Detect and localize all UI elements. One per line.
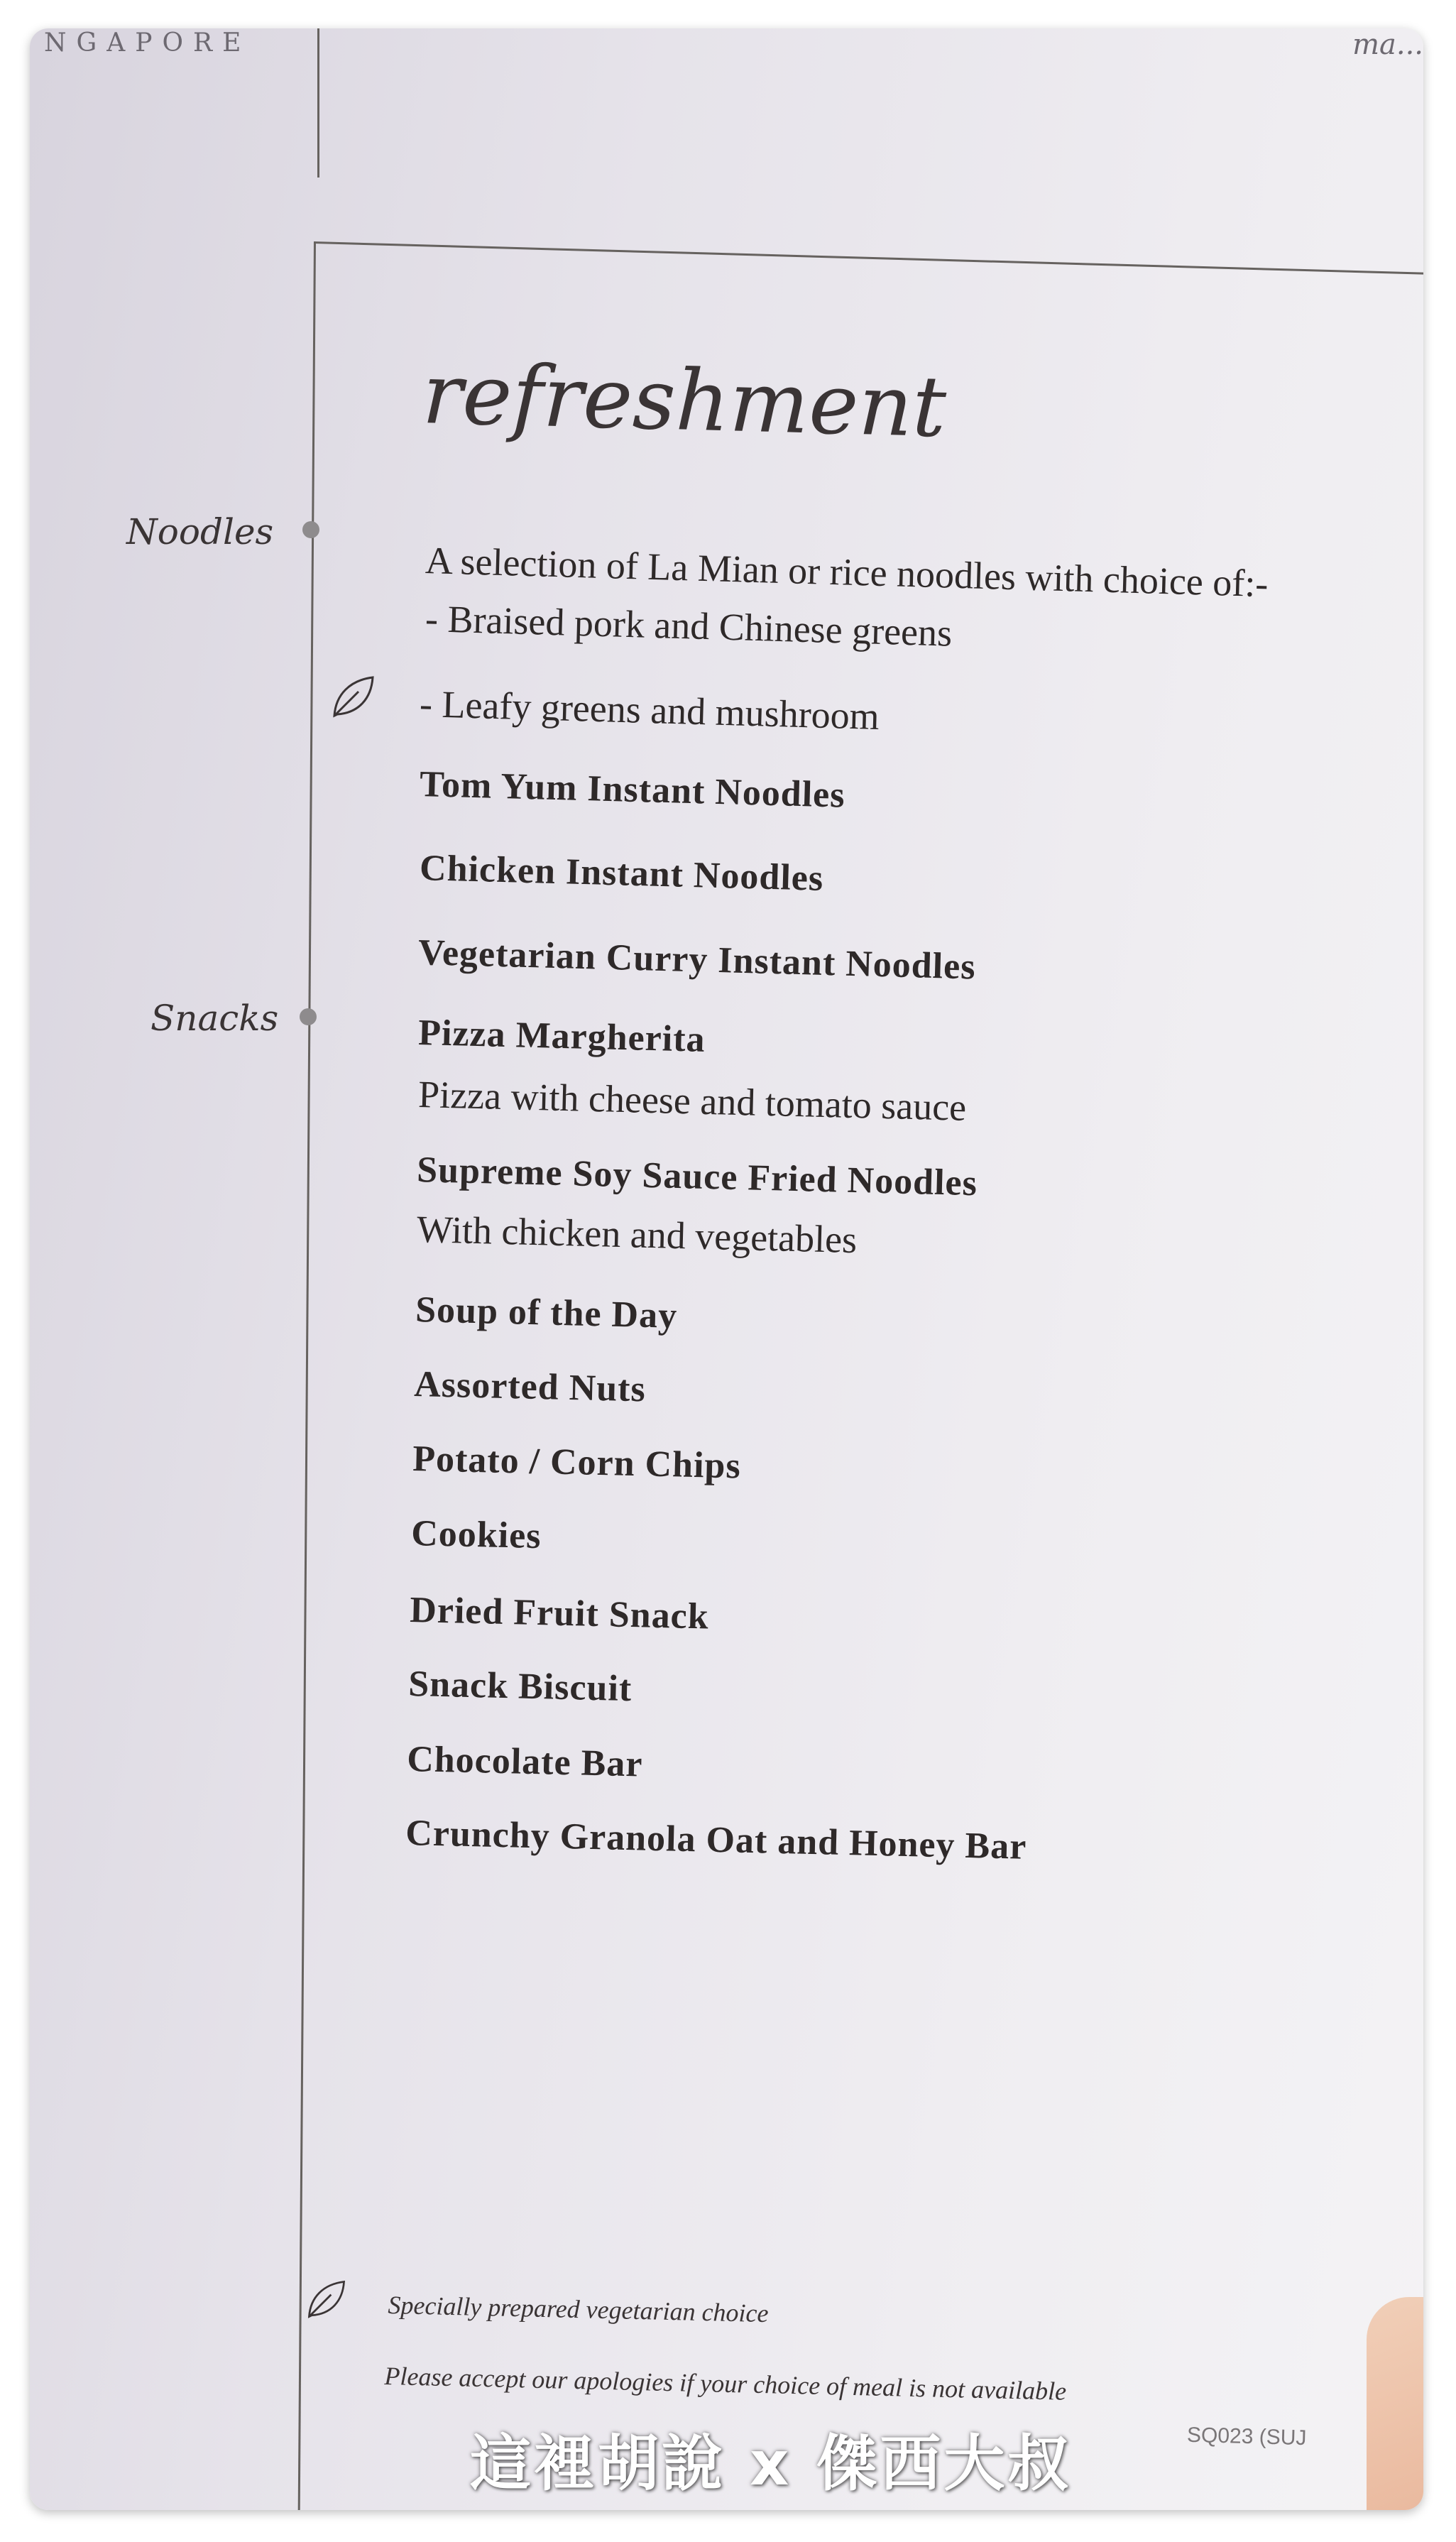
frame-left-rule [298,241,316,2510]
menu-item: Chicken Instant Noodles [419,847,824,899]
menu-photo [30,28,1423,2510]
menu-item: Soup of the Day [415,1289,678,1336]
watermark: 這裡胡說 x 傑西大叔 [470,2428,1072,2499]
thumb [1367,2297,1423,2510]
frame-top-rule [314,241,1423,275]
menu-item: Assorted Nuts [413,1363,647,1410]
menu-item: Vegetarian Curry Instant Noodles [417,932,977,988]
menu-item: Chocolate Bar [406,1738,644,1785]
menu-item: Crunchy Granola Oat and Honey Bar [405,1812,1027,1867]
menu-item: Dried Fruit Snack [409,1589,710,1637]
apology-note: Please accept our apologies if your choice of meal is not available [384,2361,1067,2406]
menu-item-description: With chicken and vegetables [416,1207,858,1262]
category-snacks: Snacks [150,998,279,1039]
vegetarian-leaf-icon [330,673,377,720]
menu-item: Supreme Soy Sauce Fried Noodles [416,1149,978,1204]
category-noodles: Noodles [126,511,274,552]
noodles-option-pork: - Braised pork and Chinese greens [425,596,953,655]
noodles-intro: A selection of La Mian or rice noodles with choice of:- [425,538,1269,606]
footer-vegetarian-leaf-icon [305,2278,348,2320]
vegetarian-note: Specially prepared vegetarian choice [388,2290,769,2328]
menu-item: Pizza Margherita [417,1012,706,1060]
menu-item-description: Pizza with cheese and tomato sauce [417,1072,967,1129]
category-snacks-marker [300,1008,317,1025]
section-title: refreshment [421,344,948,457]
header-left-fragment: NGAPORE [44,28,251,58]
header-right-fragment: ma... [1352,28,1423,61]
menu-item: Cookies [410,1512,542,1557]
menu-item: Potato / Corn Chips [412,1438,742,1487]
upper-divider-line [317,28,319,178]
noodles-option-greens: - Leafy greens and mushroom [419,682,880,738]
category-noodles-marker [302,521,319,538]
flight-code: SQ023 (SUJ [1186,2423,1307,2450]
menu-item: Snack Biscuit [407,1663,633,1710]
menu-item: Tom Yum Instant Noodles [419,763,846,816]
